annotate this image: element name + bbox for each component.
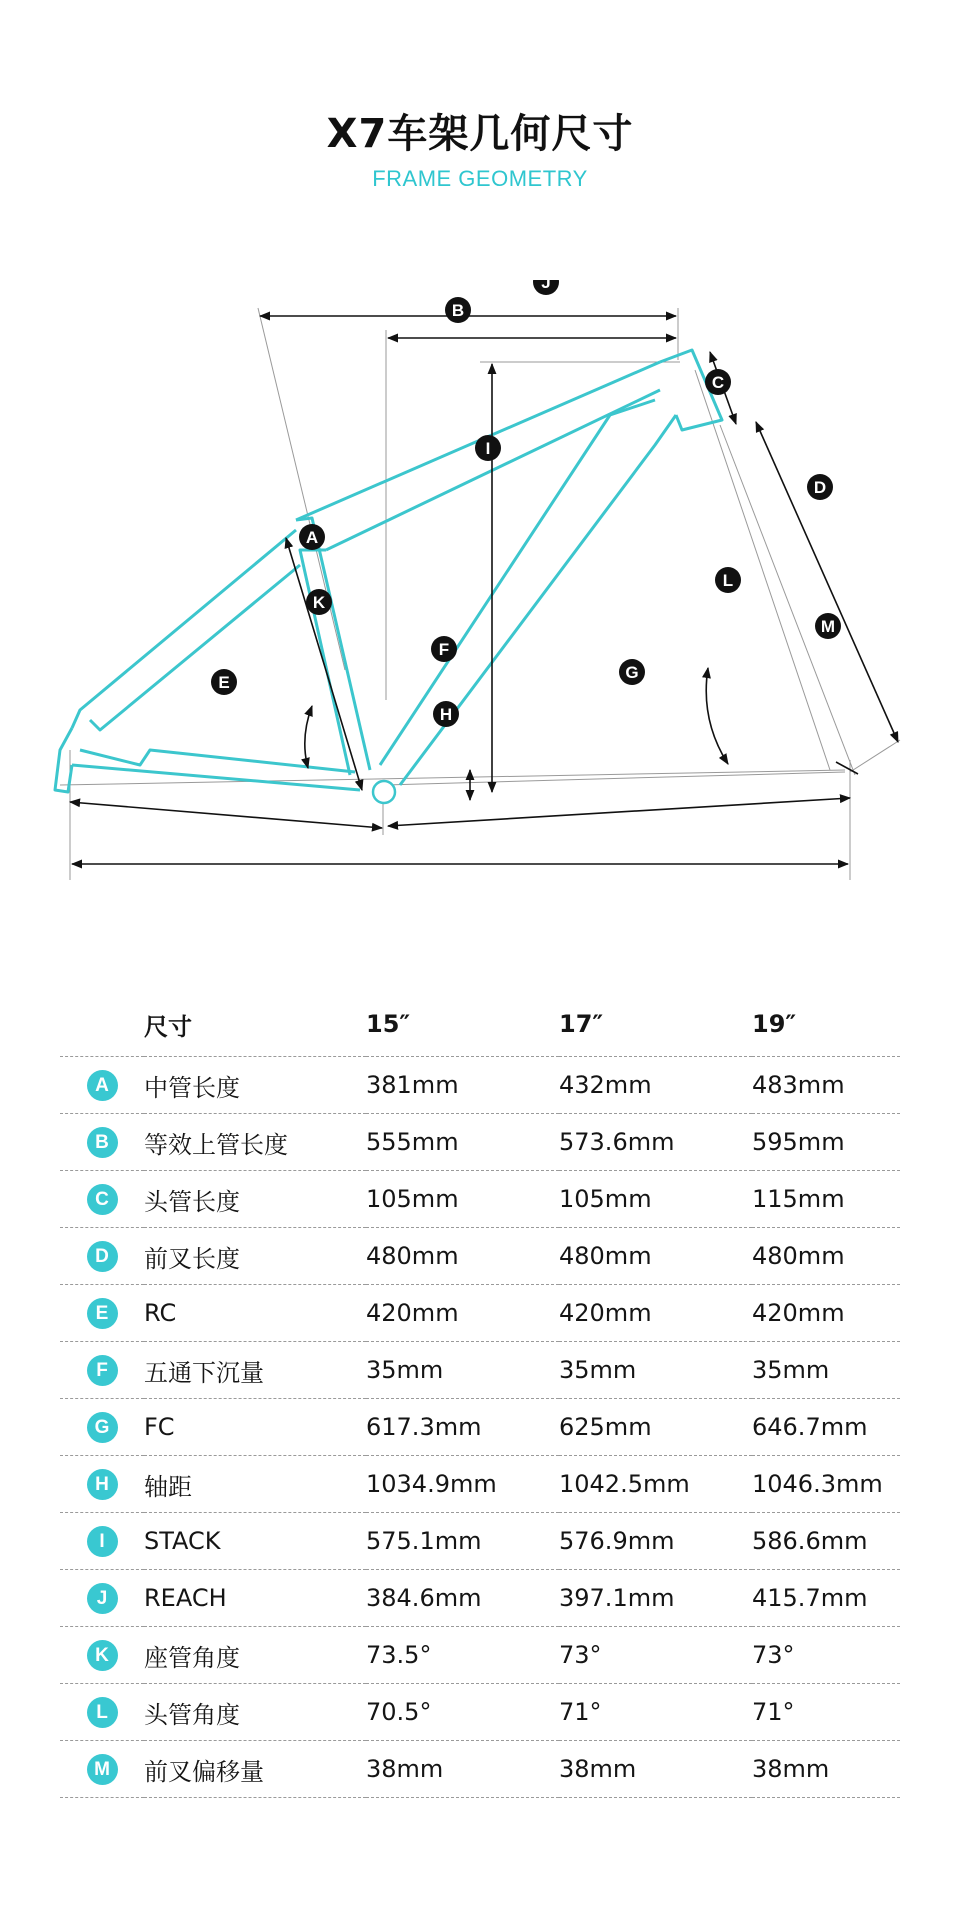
row-value-19: 38mm (752, 1755, 830, 1783)
page-header (0, 108, 960, 192)
diagram-label-a (299, 524, 325, 550)
row-value-17: 73° (559, 1641, 602, 1669)
geometry-table-wrap (60, 992, 900, 1798)
row-name: 头管角度 (144, 1700, 240, 1729)
dim-l (706, 668, 728, 764)
row-badge: H (87, 1469, 118, 1500)
table-row (60, 1057, 900, 1114)
page-subtitle: FRAME GEOMETRY (372, 166, 588, 191)
table-row (60, 1456, 900, 1513)
row-badge: D (87, 1241, 118, 1272)
row-badge: A (87, 1070, 118, 1101)
row-value-19: 35mm (752, 1356, 830, 1384)
diagram-labels (211, 280, 841, 727)
diagram-label-text: K (312, 593, 326, 612)
row-value-15: 575.1mm (366, 1527, 482, 1555)
table-row (60, 1114, 900, 1171)
diagram-label-text: E (218, 673, 230, 692)
table-row (60, 1399, 900, 1456)
table-row (60, 1570, 900, 1627)
row-value-15: 617.3mm (366, 1413, 482, 1441)
row-badge: J (87, 1583, 118, 1614)
row-badge: E (87, 1298, 118, 1329)
diagram-label-d (807, 474, 833, 500)
header-size: 尺寸 (144, 1012, 192, 1041)
row-value-15: 555mm (366, 1128, 459, 1156)
diagram-label-c (705, 369, 731, 395)
page-title: X7车架几何尺寸 (326, 111, 634, 157)
row-value-17: 625mm (559, 1413, 652, 1441)
badge-cell (60, 1228, 144, 1285)
dim-e (70, 802, 382, 828)
diagram-label-e (211, 669, 237, 695)
badge-cell (60, 1399, 144, 1456)
row-value-19: 71° (752, 1698, 795, 1726)
diagram-label-text: B (451, 301, 465, 320)
row-value-15: 384.6mm (366, 1584, 482, 1612)
row-badge: L (87, 1697, 118, 1728)
row-value-19: 595mm (752, 1128, 845, 1156)
header-15: 15″ (366, 1010, 411, 1038)
dim-g (388, 798, 850, 826)
row-value-15: 1034.9mm (366, 1470, 497, 1498)
row-badge: I (87, 1526, 118, 1557)
dim-d (756, 422, 898, 742)
table-row (60, 1171, 900, 1228)
row-value-19: 73° (752, 1641, 795, 1669)
diagram-label-l (715, 567, 741, 593)
row-name: 中管长度 (144, 1073, 240, 1102)
table-row (60, 1285, 900, 1342)
badge-cell (60, 1627, 144, 1684)
row-name: 前叉长度 (144, 1244, 240, 1273)
diagram-label-m (815, 613, 841, 639)
row-value-17: 1042.5mm (559, 1470, 690, 1498)
bottom-bracket (373, 781, 395, 803)
row-value-19: 115mm (752, 1185, 845, 1213)
badge-cell (60, 1513, 144, 1570)
row-value-15: 35mm (366, 1356, 444, 1384)
row-value-17: 105mm (559, 1185, 652, 1213)
row-name: FC (144, 1413, 175, 1441)
row-badge: C (87, 1184, 118, 1215)
table-header-row (60, 992, 900, 1057)
row-value-17: 432mm (559, 1071, 652, 1099)
geometry-table (60, 992, 900, 1798)
header-17: 17″ (559, 1010, 604, 1038)
diagram-label-b (445, 297, 471, 323)
row-value-19: 420mm (752, 1299, 845, 1327)
row-value-17: 420mm (559, 1299, 652, 1327)
row-value-19: 483mm (752, 1071, 845, 1099)
row-name: STACK (144, 1527, 221, 1555)
row-value-19: 415.7mm (752, 1584, 868, 1612)
row-value-17: 38mm (559, 1755, 637, 1783)
table-row (60, 1228, 900, 1285)
row-name: 轴距 (144, 1472, 192, 1501)
diagram-label-g (619, 659, 645, 685)
header-19: 19″ (752, 1010, 797, 1038)
row-name: 座管角度 (144, 1643, 240, 1672)
row-badge: F (87, 1355, 118, 1386)
row-name: REACH (144, 1584, 227, 1612)
row-badge: M (87, 1754, 118, 1785)
row-name: 等效上管长度 (144, 1130, 288, 1159)
guide-lines (60, 308, 900, 880)
badge-cell (60, 1570, 144, 1627)
diagram-label-text: D (813, 478, 827, 497)
diagram-label-text: H (439, 705, 453, 724)
frame-geometry-diagram (0, 280, 960, 900)
badge-cell (60, 1741, 144, 1798)
diagram-label-text: L (722, 571, 734, 590)
table-row (60, 1684, 900, 1741)
diagram-label-text: I (485, 439, 491, 458)
row-name: 五通下沉量 (144, 1358, 264, 1387)
diagram-label-text: F (438, 640, 450, 659)
diagram-label-text: C (711, 373, 725, 392)
row-value-19: 586.6mm (752, 1527, 868, 1555)
row-value-15: 73.5° (366, 1641, 432, 1669)
row-value-15: 38mm (366, 1755, 444, 1783)
row-value-17: 397.1mm (559, 1584, 675, 1612)
row-value-17: 573.6mm (559, 1128, 675, 1156)
diagram-label-text: M (820, 617, 836, 636)
row-badge: B (87, 1127, 118, 1158)
row-name: 头管长度 (144, 1187, 240, 1216)
row-badge: K (87, 1640, 118, 1671)
table-row (60, 1741, 900, 1798)
table-row (60, 1627, 900, 1684)
row-value-17: 480mm (559, 1242, 652, 1270)
badge-cell (60, 1456, 144, 1513)
diagram-label-k (306, 589, 332, 615)
row-value-17: 71° (559, 1698, 602, 1726)
row-value-15: 420mm (366, 1299, 459, 1327)
badge-cell (60, 1057, 144, 1114)
table-body (60, 1057, 900, 1798)
row-value-15: 70.5° (366, 1698, 432, 1726)
diagram-label-h (433, 701, 459, 727)
row-value-19: 1046.3mm (752, 1470, 883, 1498)
diagram-label-i (475, 435, 501, 461)
dim-k (305, 706, 312, 768)
diagram-label-text: A (305, 528, 319, 547)
row-name: RC (144, 1299, 177, 1327)
header-badge-spacer (60, 992, 144, 1057)
row-name: 前叉偏移量 (144, 1757, 264, 1786)
badge-cell (60, 1171, 144, 1228)
badge-cell (60, 1342, 144, 1399)
table-row (60, 1513, 900, 1570)
row-value-17: 35mm (559, 1356, 637, 1384)
diagram-label-j (533, 280, 559, 295)
diagram-label-f (431, 636, 457, 662)
badge-cell (60, 1285, 144, 1342)
badge-cell (60, 1114, 144, 1171)
row-value-15: 105mm (366, 1185, 459, 1213)
row-value-15: 480mm (366, 1242, 459, 1270)
table-row (60, 1342, 900, 1399)
diagram-label-text: J (541, 280, 551, 292)
diagram-label-text: G (625, 663, 639, 682)
row-badge: G (87, 1412, 118, 1443)
frame-diagram-svg (0, 280, 960, 900)
row-value-19: 646.7mm (752, 1413, 868, 1441)
row-value-17: 576.9mm (559, 1527, 675, 1555)
row-value-19: 480mm (752, 1242, 845, 1270)
bike-frame (55, 350, 725, 792)
row-value-15: 381mm (366, 1071, 459, 1099)
badge-cell (60, 1684, 144, 1741)
